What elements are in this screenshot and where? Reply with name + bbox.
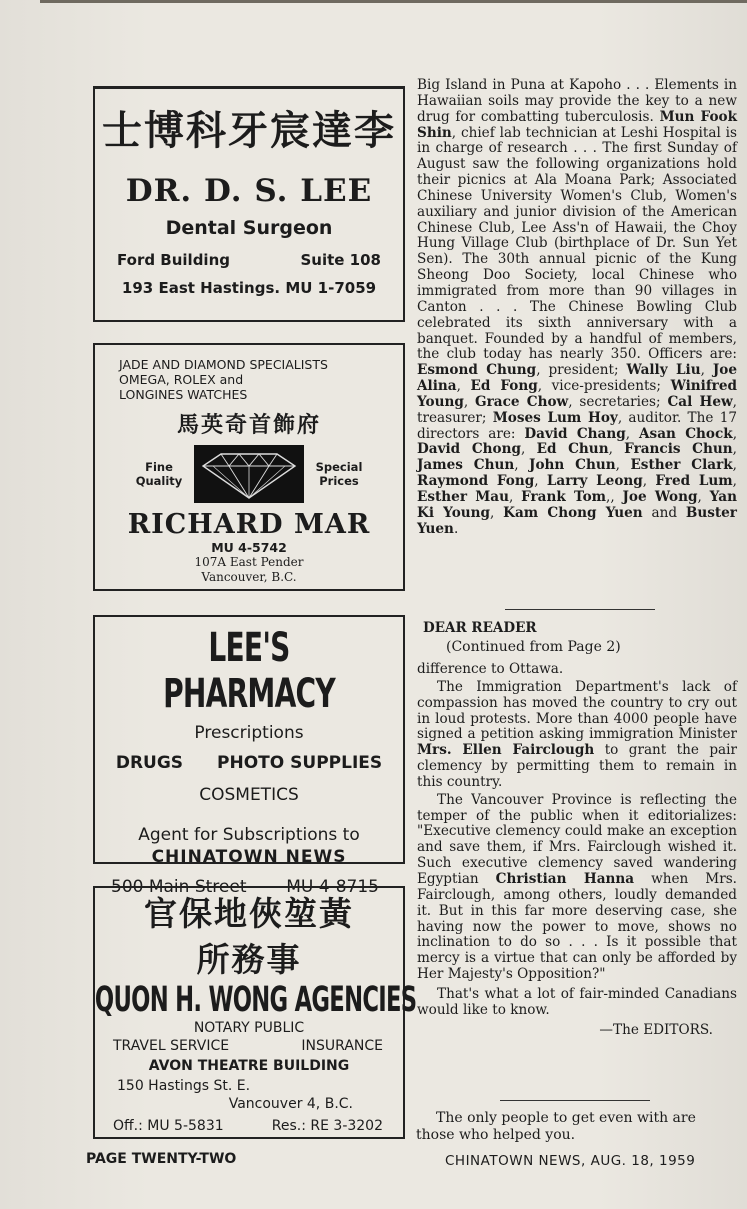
dear-reader-heading: DEAR READER (423, 620, 537, 636)
ad-mar-street: 107A East Pender (194, 555, 304, 569)
ad-lee-building: Ford Building (117, 251, 230, 269)
dear-reader-p4: That's what a lot of fair-minded Canadians would like to know. (417, 985, 737, 1018)
ad-dr-lee (93, 86, 405, 322)
ad-wong-city: Vancouver 4, B.C. (228, 1096, 353, 1112)
ad-pharmacy-paper: CHINATOWN NEWS (151, 847, 347, 867)
article-para1-text: Big Island in Puna at Kapoho . . . Elements in Hawaiian soils may provide the key to a new drug for combatting tuberculosis. Mun Fook Shin, chief lab technician at Leshi Hospital is in charge of research . . . The first Sunday of August saw the following organizations hold their picnics at Ala Moana Park; Associated Chinese University Women's Club, Women's auxiliary and junior division of the American Chinese Club, Lee Ass'n of Hawaii, the Choy Hung Village Club (birthplace of Dr. Sun Yet Sen). The 30th annual picnic of the Kung Sheong Doo Society, local Chinese who immigrated from more than 90 villages in Canton . . . The Chinese Bowling Club celebrated its sixth anniversary with a banquet. Founded by a handful of members, the club today has nearly 350. Officers are: Esmond Chung, president; Wally Liu, Joe Alina, Ed Fong, vice-presidents; Winifred Young, Grace Chow, secretaries; Cal Hew, treasurer; Moses Lum Hoy, auditor. The 17 directors are: David Chang, Asan Chock, David Chong, Ed Chun, Francis Chun, James Chun, John Chun, Esther Clark, Raymond Fong, Larry Leong, Fred Lum, Esther Mau, Frank Tom,, Joe Wong, Yan Ki Young, Kam Chong Yuen and Buster Yuen. (417, 77, 738, 537)
signature: —The EDITORS. (599, 1021, 713, 1038)
ad-pharmacy-title: LEE'S PHARMACY (163, 625, 335, 717)
ad-wong-notary: NOTARY PUBLIC (193, 1020, 305, 1036)
ad-mar-line2: OMEGA, ROLEX and (119, 372, 244, 387)
ad-mar-left: Fine Quality (135, 460, 183, 488)
dear-reader-p2: The Immigration Department's lack of compassion has moved the country to cry out in loud protests. More than 4000 people have signed a petition asking immigration Minister Mrs. Ellen Fairclough to grant the pair clemency by permitting them to remain in this country. (417, 678, 737, 790)
ad-wong-office: Off.: MU 5-5831 (113, 1118, 224, 1134)
ad-wong-travel: TRAVEL SERVICE (113, 1038, 230, 1054)
ad-richard-mar (93, 343, 405, 591)
ad-mar-right: Special Prices (315, 460, 363, 488)
dear-reader-p3: The Vancouver Province is reflecting the temper of the public when it editorializes: "Executive clemency could make an exception and save them, if Mrs. Fairclough wished it. Such executive clemency saved wandering Egyptian Christian Hanna when Mrs. Fairclough, among others, loudly demanded it. But in this far more deserving case, she having now the power to move, shows no inclination to do so . . . Is it possible that mercy is a virtue that can only be afforded by Her Majesty's Opposition?" (417, 791, 738, 983)
ad-mar-line1: JADE AND DIAMOND SPECIALISTS (119, 357, 328, 372)
ad-mar-brand: RICHARD MAR (127, 509, 371, 540)
dear-reader-body (417, 662, 737, 1038)
ad-pharmacy-cosmetics: COSMETICS (199, 785, 299, 805)
ad-pharmacy-agent: Agent for Subscriptions to (138, 825, 360, 845)
ad-mar-chinese: 馬英奇首飾府 (176, 412, 321, 438)
ad-lee-location (95, 251, 403, 269)
ad-wong-phones (95, 1118, 403, 1134)
ad-mar-header (95, 345, 403, 402)
ad-pharmacy-products (95, 753, 403, 773)
ad-lee-name: DR. D. S. LEE (125, 173, 373, 209)
ad-quon-wong (93, 886, 417, 1139)
divider (505, 609, 655, 610)
ad-lee-chinese: 士博科牙宸達李 (102, 107, 396, 154)
dear-reader-p1: difference to Ottawa. (417, 661, 564, 677)
ad-wong-chinese2: 所務事 (196, 940, 302, 979)
ad-pharmacy-street: 500 Main Street (111, 877, 247, 897)
ad-mar-city: Vancouver, B.C. (201, 570, 297, 584)
diamond-icon (194, 445, 304, 503)
ad-pharmacy-phone: MU 4-8715 (286, 877, 379, 897)
ad-wong-res: Res.: RE 3-3202 (271, 1118, 383, 1134)
top-edge (40, 0, 747, 3)
divider-2 (500, 1100, 650, 1101)
ad-pharmacy-drugs: DRUGS (115, 753, 184, 773)
page-number: PAGE TWENTY-TWO (86, 1151, 237, 1167)
closing-line: The only people to get even with are those who helped you. (416, 1110, 696, 1143)
ad-lee-title: Dental Surgeon (165, 217, 333, 239)
ad-mar-line3: LONGINES WATCHES (119, 387, 248, 402)
ad-wong-chinese1: 官保地俠堃黃 (144, 894, 354, 933)
ad-wong-building: AVON THEATRE BUILDING (148, 1058, 350, 1074)
issue-line: CHINATOWN NEWS, AUG. 18, 1959 (445, 1153, 696, 1169)
ad-wong-insurance: INSURANCE (301, 1038, 383, 1054)
ad-pharmacy-photo: PHOTO SUPPLIES (217, 753, 383, 773)
ad-mar-middle (95, 445, 403, 503)
ad-lees-pharmacy (93, 615, 405, 897)
ad-wong-services (95, 1038, 403, 1054)
ad-lee-address: 193 East Hastings. MU 1-7059 (121, 279, 377, 297)
ad-pharmacy-prescriptions: Prescriptions (194, 723, 304, 743)
article-paragraph-1 (417, 78, 737, 537)
ad-wong-street: 150 Hastings St. E. (117, 1078, 251, 1094)
continued-note: (Continued from Page 2) (446, 639, 621, 655)
ad-wong-title: QUON H. WONG AGENCIES (94, 980, 417, 1020)
ad-mar-phone: MU 4-5742 (211, 540, 287, 555)
ad-lee-suite: Suite 108 (300, 251, 381, 269)
